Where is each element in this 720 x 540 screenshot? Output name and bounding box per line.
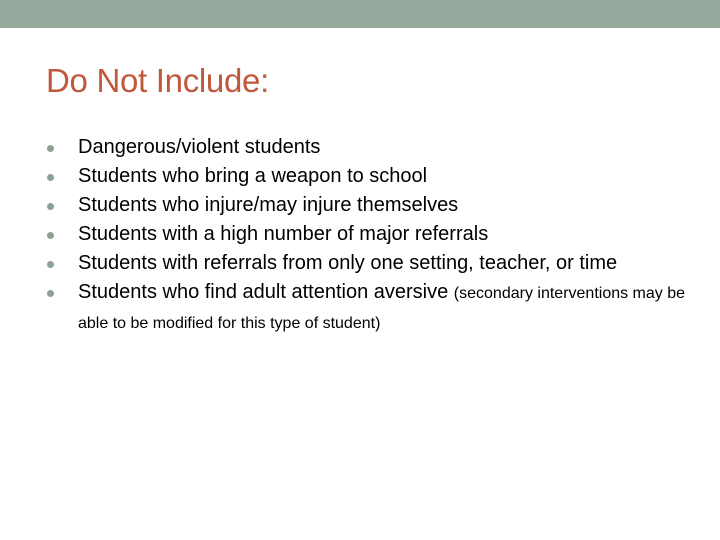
bullet-dot-icon	[47, 290, 54, 297]
bullet-dot-icon	[47, 232, 54, 239]
bullet-text: Students with referrals from only one setting, teacher, or time	[78, 252, 618, 274]
bullet-item	[46, 220, 686, 249]
bullet-item	[46, 249, 686, 278]
bullet-item	[46, 278, 686, 338]
bullet-text: Students who injure/may injure themselves	[78, 194, 459, 216]
bullet-text: Students who bring a weapon to school	[78, 165, 428, 187]
bullet-dot-icon	[47, 174, 54, 181]
bullet-dot-icon	[47, 261, 54, 268]
bullet-note: (secondary interventions may be able to be modified for this type of student)	[78, 285, 686, 332]
bullet-dot-icon	[47, 145, 54, 152]
bullet-item	[46, 133, 686, 162]
bullet-list	[46, 133, 686, 338]
bullet-item	[46, 191, 686, 220]
bullet-text: Students with a high number of major referrals	[78, 223, 489, 245]
top-decorative-band	[0, 0, 720, 28]
bullet-item	[46, 162, 686, 191]
bullet-text: Dangerous/violent students	[78, 136, 321, 158]
bullet-text: Students who find adult attention aversive	[78, 281, 454, 303]
slide-title: Do Not Include:	[46, 62, 269, 99]
bullet-dot-icon	[47, 203, 54, 210]
